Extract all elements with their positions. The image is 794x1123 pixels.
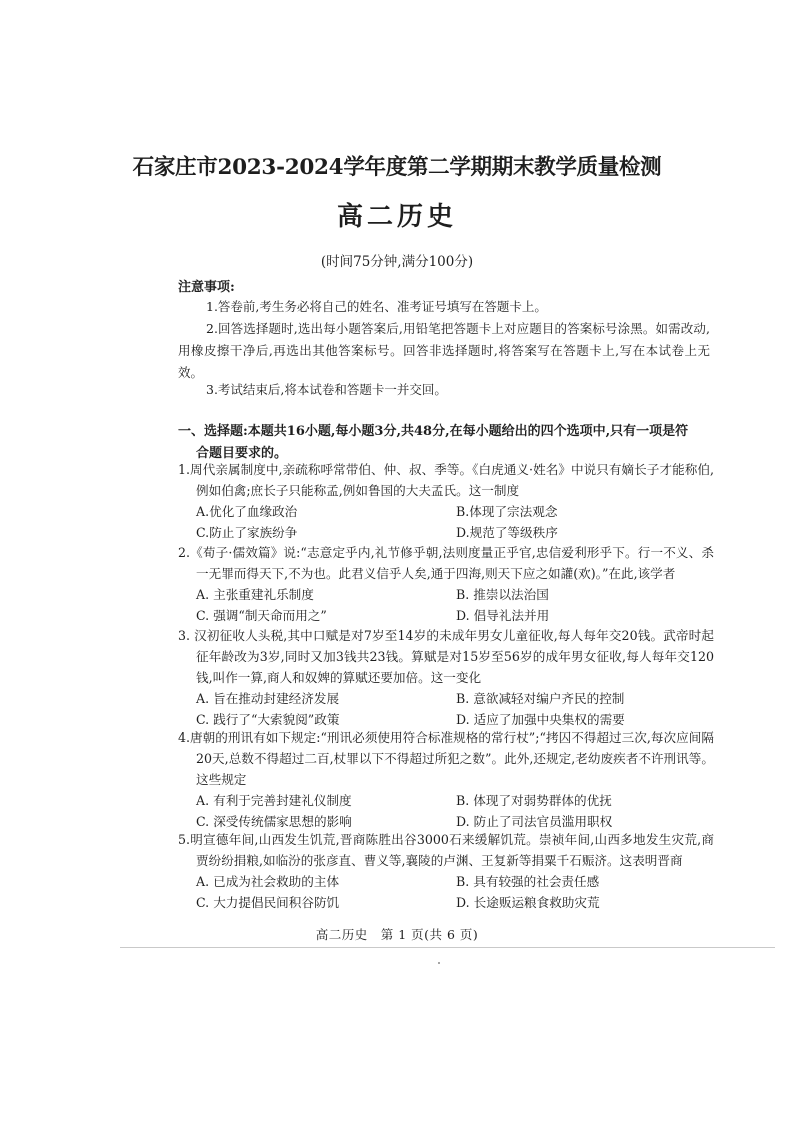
subject-title: 高二历史 <box>336 202 457 232</box>
option-c: C. 大力提倡民间积谷防饥 <box>196 895 340 910</box>
question-stem: 5.明宣德年间,山西发生饥荒,晋商陈胜出谷3000石来缓解饥荒。崇祯年间,山西多地发生灾荒,商贾纷纷捐粮,如临汾的张彦直、曹义等,襄陵的卢渊、王复新等捐粟千石赈济。这表明晋商 <box>178 832 714 868</box>
question-stem: 3. 汉初征收人头税,其中口赋是对7岁至14岁的未成年男女儿童征收,每人每年交20钱。武帝时起征年龄改为3岁,同时又加3钱共23钱。算赋是对15岁至56岁的成年男女征收,每人每年交120钱,叫作一算,商人和奴婢的算赋还要加倍。这一变化 <box>178 628 714 685</box>
question-3 <box>178 625 714 730</box>
option-d: D. 防止了司法官员滥用职权 <box>456 814 613 829</box>
question-stem: 4.唐朝的刑讯有如下规定:“刑讯必须使用符合标准规格的常行杖”;“拷囚不得超过三次,每次应间隔20天,总数不得超过二百,杖罪以下不得超过所犯之数”。此外,还规定,老幼废疾者不许刑讯等。这些规定 <box>178 730 714 787</box>
footer-divider <box>120 947 775 948</box>
option-d: D. 倡导礼法并用 <box>456 608 550 623</box>
notice-item-3: 3.考试结束后,将本试卷和答题卡一并交回。 <box>206 382 447 397</box>
section-heading-line-1: 一、选择题:本题共16小题,每小题3分,共48分,在每小题给出的四个选项中,只有一项是符 <box>178 424 689 439</box>
question-options <box>178 688 714 730</box>
question-4 <box>178 727 714 832</box>
option-c: C. 践行了“大索貌阅”政策 <box>196 712 340 727</box>
option-b: B. 具有较强的社会责任感 <box>456 874 600 889</box>
option-a: A. 已成为社会救助的主体 <box>196 874 340 889</box>
notice-item-1: 1.答卷前,考生务必将自己的姓名、准考证号填写在答题卡上。 <box>206 299 547 314</box>
question-5 <box>178 829 714 913</box>
option-a: A. 主张重建礼乐制度 <box>196 587 314 602</box>
question-2 <box>178 542 714 626</box>
option-b: B. 体现了对弱势群体的优抚 <box>456 793 612 808</box>
question-options <box>178 584 714 626</box>
option-d: D.规范了等级秩序 <box>456 525 558 540</box>
question-options <box>178 790 714 832</box>
question-stem: 1.周代亲属制度中,亲疏称呼常带伯、仲、叔、季等。《白虎通义·姓名》中说只有嫡长子才能称伯,例如伯禽;庶长子只能称孟,例如鲁国的大夫孟氏。这一制度 <box>178 462 714 498</box>
option-c: C. 强调“制天命而用之” <box>196 608 327 623</box>
scan-dot <box>438 962 440 964</box>
option-c: C.防止了家族纷争 <box>196 525 298 540</box>
time-info: (时间75分钟,满分100分) <box>320 254 474 270</box>
option-b: B. 意欲减轻对编户齐民的控制 <box>456 691 625 706</box>
option-a: A.优化了血缘政治 <box>196 504 298 519</box>
option-d: D. 长途贩运粮食救助灾荒 <box>456 895 600 910</box>
option-a: A. 有利于完善封建礼仪制度 <box>196 793 352 808</box>
question-1 <box>178 459 714 543</box>
option-a: A. 旨在推动封建经济发展 <box>196 691 340 706</box>
notice-item-2: 2.回答选择题时,选出每小题答案后,用铅笔把答题卡上对应题目的答案标号涂黑。如需改动,用橡皮擦干净后,再选出其他答案标号。回答非选择题时,将答案写在答题卡上,写在本试卷上无效。 <box>178 321 710 380</box>
option-c: C. 深受传统儒家思想的影响 <box>196 814 352 829</box>
page-footer: 高二历史 第 1 页(共 6 页) <box>315 927 479 942</box>
question-options <box>178 871 714 913</box>
question-options <box>178 501 714 543</box>
section-heading-line-2: 合题目要求的。 <box>196 446 288 461</box>
option-b: B. 推崇以法治国 <box>456 587 549 602</box>
notice-heading: 注意事项: <box>178 280 235 295</box>
question-stem: 2.《荀子·儒效篇》说:“志意定乎内,礼节修乎朝,法则度量正乎官,忠信爱利形乎下。行一不义、杀一无罪而得天下,不为也。此君义信乎人矣,通于四海,则天下应之如讙(欢)。”在此,该学者 <box>178 545 714 581</box>
option-b: B.体现了宗法观念 <box>456 504 558 519</box>
option-d: D. 适应了加强中央集权的需要 <box>456 712 625 727</box>
exam-title: 石家庄市2023-2024学年度第二学期期末教学质量检测 <box>132 155 662 180</box>
